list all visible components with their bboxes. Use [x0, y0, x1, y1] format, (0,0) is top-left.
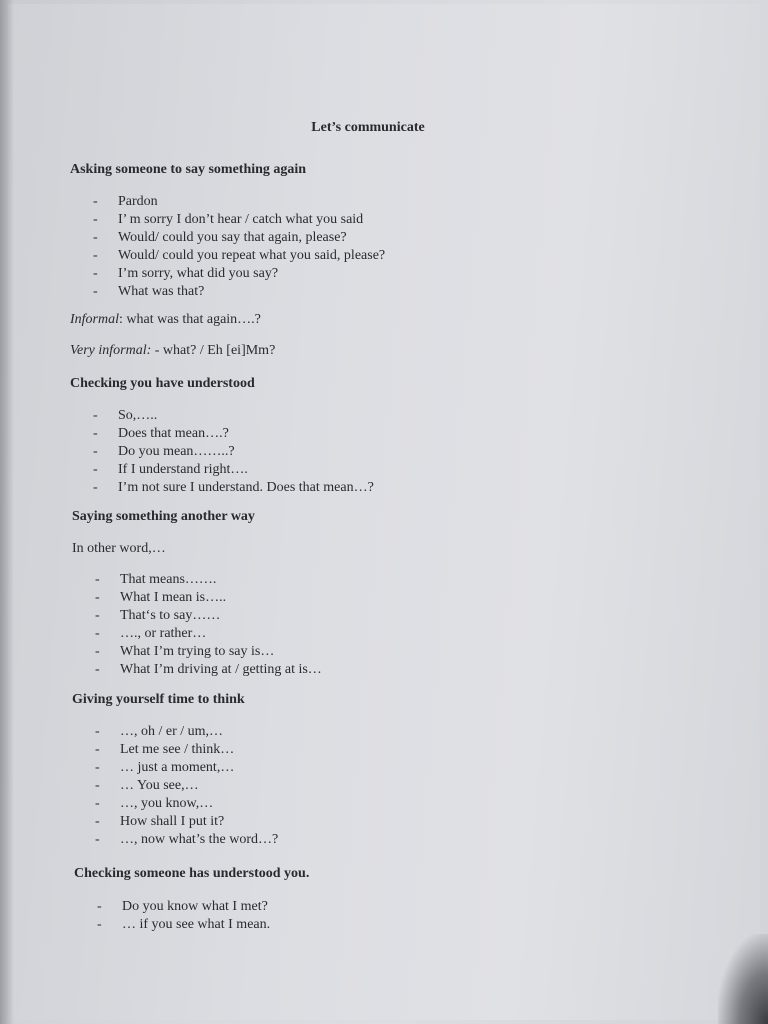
- list-item: - That means…….: [72, 571, 692, 589]
- list-item: - Let me see / think…: [72, 741, 692, 759]
- very-informal-note: [70, 342, 690, 360]
- list-item: - Would/ could you repeat what you said, please?: [70, 247, 690, 265]
- list-item: - What I’m driving at / getting at is…: [72, 661, 692, 679]
- section-heading: Saying something another way: [72, 509, 255, 524]
- list-item: - Does that mean….?: [70, 425, 690, 443]
- phrase-list: [72, 723, 692, 849]
- list-item: - Do you mean……..?: [70, 443, 690, 461]
- page-edge-shadow: [0, 0, 14, 1024]
- phrase-list: [74, 898, 694, 934]
- section-lead: In other word,…: [72, 541, 166, 556]
- list-item: - Would/ could you say that again, please?: [70, 229, 690, 247]
- section-heading: Checking someone has understood you.: [74, 866, 310, 881]
- section-heading: Checking you have understood: [70, 376, 255, 391]
- list-item: - … just a moment,…: [72, 759, 692, 777]
- list-item: - What I’m trying to say is…: [72, 643, 692, 661]
- corner-shadow: [718, 934, 768, 1024]
- list-item: - Do you know what I met?: [74, 898, 694, 916]
- list-item: - …., or rather…: [72, 625, 692, 643]
- list-item: - If I understand right….: [70, 461, 690, 479]
- informal-note: [70, 311, 690, 329]
- list-item: - What I mean is…..: [72, 589, 692, 607]
- list-item: - So,…..: [70, 407, 690, 425]
- section-asking-again: [70, 161, 690, 301]
- document-title-text: Let’s communicate: [311, 120, 425, 135]
- informal-label: Informal: [70, 312, 119, 327]
- section-time-to-think: [72, 691, 692, 849]
- list-item: - How shall I put it?: [72, 813, 692, 831]
- list-item: - …, oh / er / um,…: [72, 723, 692, 741]
- very-informal-line: [70, 342, 690, 360]
- informal-text: : what was that again….?: [119, 312, 261, 327]
- section-another-way: [72, 508, 692, 679]
- section-checking-understood: [70, 375, 690, 497]
- list-item: - …, now what’s the word…?: [72, 831, 692, 849]
- very-informal-text: - what? / Eh [ei]Mm?: [151, 343, 276, 358]
- section-heading: Asking someone to say something again: [70, 162, 307, 177]
- phrase-list: [70, 407, 690, 497]
- phrase-list: [70, 193, 690, 301]
- document-title: [0, 120, 768, 136]
- list-item: - Pardon: [70, 193, 690, 211]
- section-checking-someone: [74, 865, 694, 934]
- list-item: - That‘s to say……: [72, 607, 692, 625]
- list-item: - I’ m sorry I don’t hear / catch what you said: [70, 211, 690, 229]
- list-item: - I’m sorry, what did you say?: [70, 265, 690, 283]
- list-item: - …, you know,…: [72, 795, 692, 813]
- list-item: - What was that?: [70, 283, 690, 301]
- informal-line: [70, 311, 690, 329]
- list-item: - … if you see what I mean.: [74, 916, 694, 934]
- phrase-list: [72, 571, 692, 679]
- section-heading: Giving yourself time to think: [72, 692, 245, 707]
- list-item: - … You see,…: [72, 777, 692, 795]
- list-item: - I’m not sure I understand. Does that mean…?: [70, 479, 690, 497]
- very-informal-label: Very informal:: [70, 343, 152, 358]
